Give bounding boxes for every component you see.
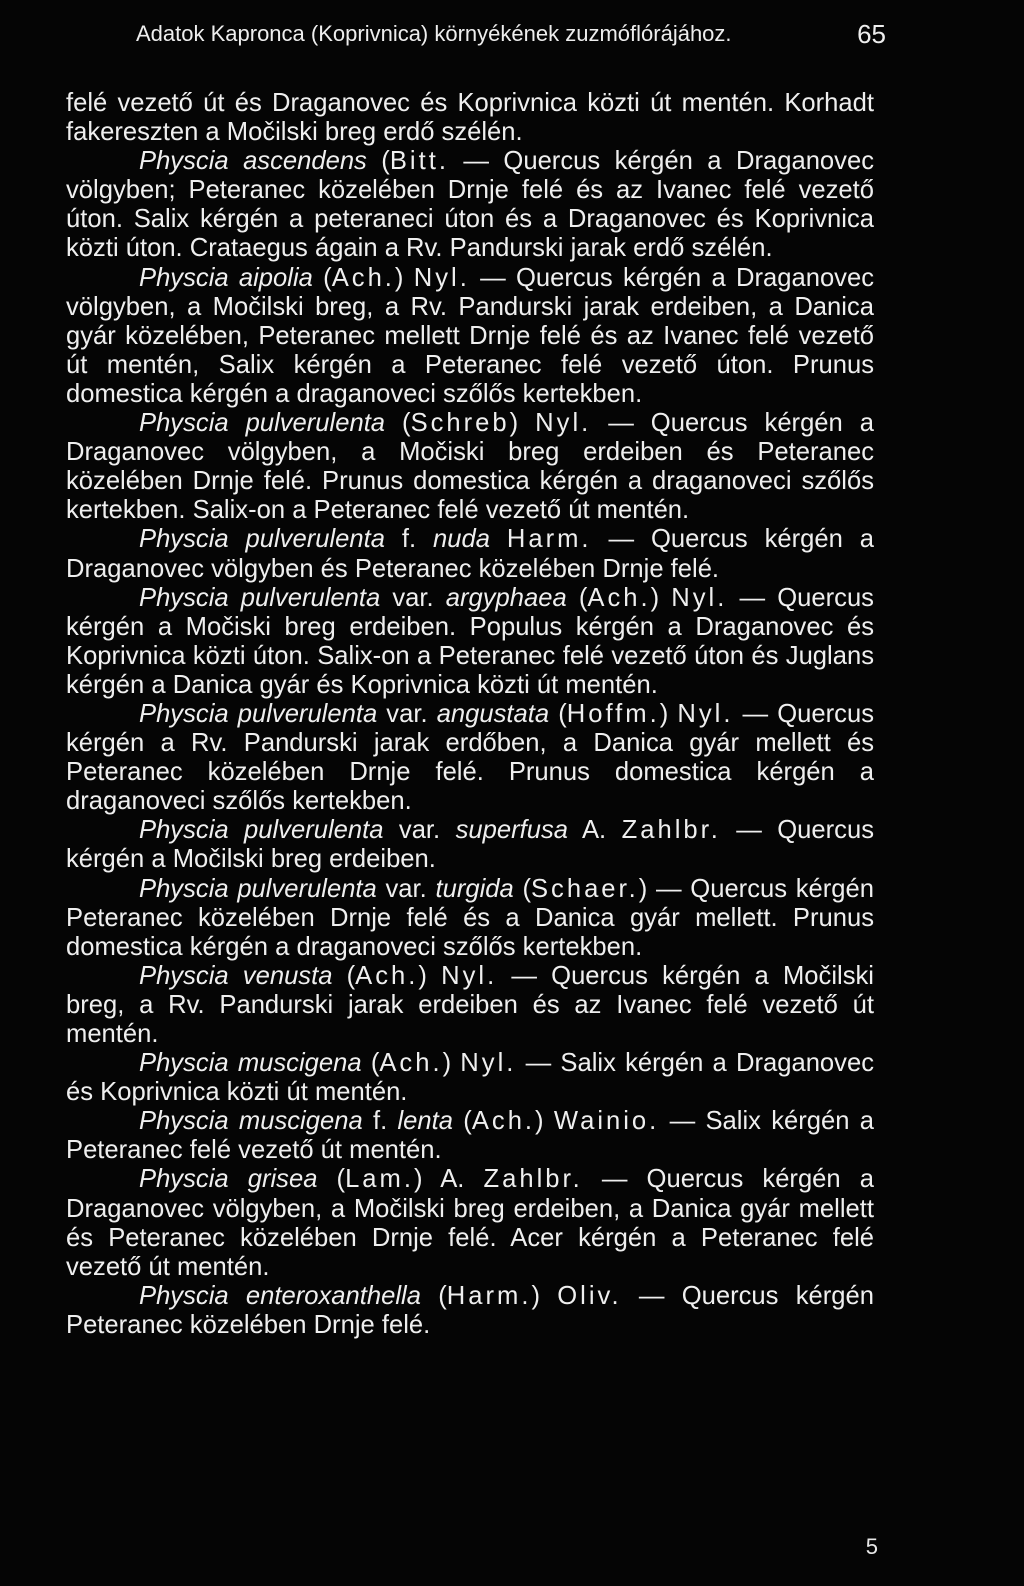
entry-text: ( [549, 699, 567, 728]
entry-text: — Quercus kérgén a Močiski breg erdeiben. Populus kérgén a Draganovec és Koprivnica közti úton. Salix-on a Peteranec felé vezető úton és Juglans kérgén a Danica gyár és Koprivnica közti út mentén. [66, 583, 874, 699]
entry-text: var. [376, 874, 436, 903]
entry-text: — Quercus kérgén a Draganovec völgyben, a Močilski breg, a Rv. Pandurski jarak erdeiben, a Danica gyár közelében, Peteranec mellett Drnje felé és az Ivanec felé vezető út mentén, Salix kérgén a Peteranec felé vezető úton. Prunus domestica kérgén a draganoveci szőlős kertekben. [66, 263, 875, 408]
author-name: Bitt. [389, 147, 449, 176]
author-name: Lam. [345, 1165, 414, 1194]
species-entry [66, 584, 874, 700]
author-name: Ach. [471, 1107, 536, 1136]
entry-text: ( [385, 409, 411, 438]
body-text [66, 89, 874, 1340]
entry-text: ( [566, 583, 588, 612]
taxon-name: nuda [433, 525, 490, 554]
entry-text: f. [362, 1107, 398, 1136]
taxon-name: Physcia muscigena [139, 1049, 362, 1078]
author-name: Ach. [379, 1049, 443, 1078]
species-entry [66, 89, 874, 147]
running-header [136, 14, 886, 54]
species-entry [66, 147, 874, 263]
entry-text: — Quercus kérgén Peteranec közelében Drnje felé. [66, 1281, 875, 1339]
author-name: Zahlbr. [483, 1165, 583, 1194]
author-name: Ach. [355, 961, 419, 990]
species-entry [66, 875, 874, 962]
taxon-name: Physcia aipolia [139, 263, 313, 292]
entry-text: — Quercus kérgén a Rv. Pandurski jarak erdőben, a Danica gyár mellett és Peteranec közelében Drnje felé. Prunus domestica kérgén a draganoveci szőlős kertekben. [66, 699, 875, 816]
author-name: Wainio. [553, 1107, 660, 1136]
entry-text: ( [317, 1165, 346, 1194]
taxon-name: Physcia pulverulenta [139, 525, 385, 554]
entry-text: var. [383, 816, 456, 845]
author-name: Nyl. [677, 699, 734, 728]
author-name: Schaer. [530, 874, 639, 903]
taxon-name: Physcia pulverulenta [139, 583, 381, 612]
author-name: Harm. [506, 525, 592, 554]
entry-text: ( [361, 1049, 380, 1078]
entry-text [490, 525, 507, 553]
species-entry [66, 525, 874, 583]
entry-text: ) [535, 1107, 554, 1136]
signature-mark: 5 [865, 1534, 878, 1559]
species-entry [66, 264, 874, 409]
taxon-name: argyphaea [445, 583, 567, 612]
entry-text: ) [659, 699, 678, 728]
entry-text: ) [650, 583, 672, 612]
taxon-name: Physcia pulverulenta [139, 816, 384, 845]
entry-text: ( [312, 263, 332, 292]
entry-text: — Quercus kérgén a Draganovec völgyben, a Močiski breg erdeiben és Peteranec közelében Drnje felé. Prunus domestica kérgén a draganoveci szőlős kertekben. Salix-on a Peteranec felé vezető út mentén. [66, 409, 874, 525]
entry-text: — Quercus kérgén a Draganovec völgyben, a Močilski breg erdeiben, a Danica gyár mellett és Peteranec közelében Drnje felé. Acer kérgén a Peteranec felé vezető út mentén. [66, 1165, 874, 1281]
entry-text: ) [509, 409, 536, 438]
entry-text: — Quercus kérgén a Močilski breg, a Rv. Pandurski jarak erdeiben és az Ivanec felé vezető út mentén. [66, 961, 874, 1048]
author-name: Hoffm. [566, 699, 660, 728]
author-name: Nyl. [441, 961, 498, 990]
entry-text: f. [384, 525, 434, 554]
taxon-name: Physcia pulverulenta [139, 874, 377, 903]
author-name: Harm. [446, 1281, 532, 1310]
author-name: Oliv. [557, 1281, 622, 1310]
author-name: Nyl. [460, 1049, 517, 1078]
taxon-name: Physcia muscigena [139, 1107, 363, 1136]
entry-text: ( [366, 147, 390, 176]
entry-text: ) A. [413, 1165, 484, 1194]
entry-text: ( [420, 1281, 447, 1310]
taxon-name: Physcia enteroxanthella [139, 1281, 421, 1310]
species-entry [66, 816, 874, 874]
taxon-name: Physcia pulverulenta [139, 409, 386, 438]
author-name: Ach. [587, 583, 651, 612]
taxon-name: angustata [436, 699, 550, 728]
entry-text: — Quercus kérgén a Draganovec völgyben és Peteranec közelében Drnje felé. [66, 525, 874, 583]
species-entry [66, 700, 874, 816]
author-name: Ach. [331, 263, 395, 292]
taxon-name: Physcia pulverulenta [139, 699, 378, 728]
entry-text: ( [513, 874, 531, 903]
entry-text: var. [377, 699, 437, 728]
entry-text: ) [394, 263, 414, 292]
species-entry [66, 1049, 874, 1107]
species-entry [66, 1165, 874, 1281]
entry-text: ) [531, 1281, 558, 1310]
entry-text: ( [332, 961, 356, 990]
entry-text: var. [380, 583, 446, 612]
species-entry [66, 1107, 874, 1165]
page-number: 65 [857, 19, 886, 49]
species-entry [66, 409, 874, 525]
author-name: Schreb [410, 409, 510, 438]
entry-text: ) — Quercus kérgén Peteranec közelében Drnje felé és a Danica gyár mellett. Prunus domestica kérgén a draganoveci szőlős kertekben. [66, 874, 874, 961]
author-name: Nyl. [535, 409, 592, 438]
entry-text: — Salix kérgén a Peteranec felé vezető út mentén. [66, 1107, 875, 1165]
taxon-name: turgida [435, 874, 514, 903]
taxon-name: superfusa [455, 816, 568, 845]
entry-text: ) [442, 1049, 461, 1078]
entry-text: felé vezető út és Draganovec és Koprivnica közti út mentén. Korhadt fakereszten a Močilski breg erdő szélén. [66, 89, 874, 147]
entry-text: — Quercus kérgén a Močilski breg erdeiben. [66, 816, 874, 874]
running-title: Adatok Kapronca (Koprivnica) környékének zuzmóflórájához. [136, 21, 732, 46]
entry-text: — Quercus kérgén a Draganovec völgyben; Peteranec közelében Drnje felé és az Ivanec felé vezető úton. Salix kérgén a peteraneci úton és a Draganovec és Koprivnica közti úton. Crataegus ágain a Rv. Pandurski jarak erdő szélén. [66, 147, 874, 263]
author-name: Nyl. [671, 583, 728, 612]
entry-text: A. [567, 816, 622, 845]
entry-text: ( [453, 1107, 472, 1136]
taxon-name: Physcia grisea [139, 1165, 318, 1194]
species-entry [66, 962, 874, 1049]
taxon-name: Physcia ascendens [139, 147, 367, 176]
entry-text: — Salix kérgén a Draganovec és Koprivnica közti út mentén. [66, 1049, 874, 1107]
taxon-name: lenta [397, 1107, 453, 1136]
species-entry [66, 1282, 874, 1340]
author-name: Zahlbr. [621, 816, 721, 845]
entry-text: ) [418, 961, 442, 990]
taxon-name: Physcia venusta [139, 961, 333, 990]
author-name: Nyl. [413, 263, 470, 292]
